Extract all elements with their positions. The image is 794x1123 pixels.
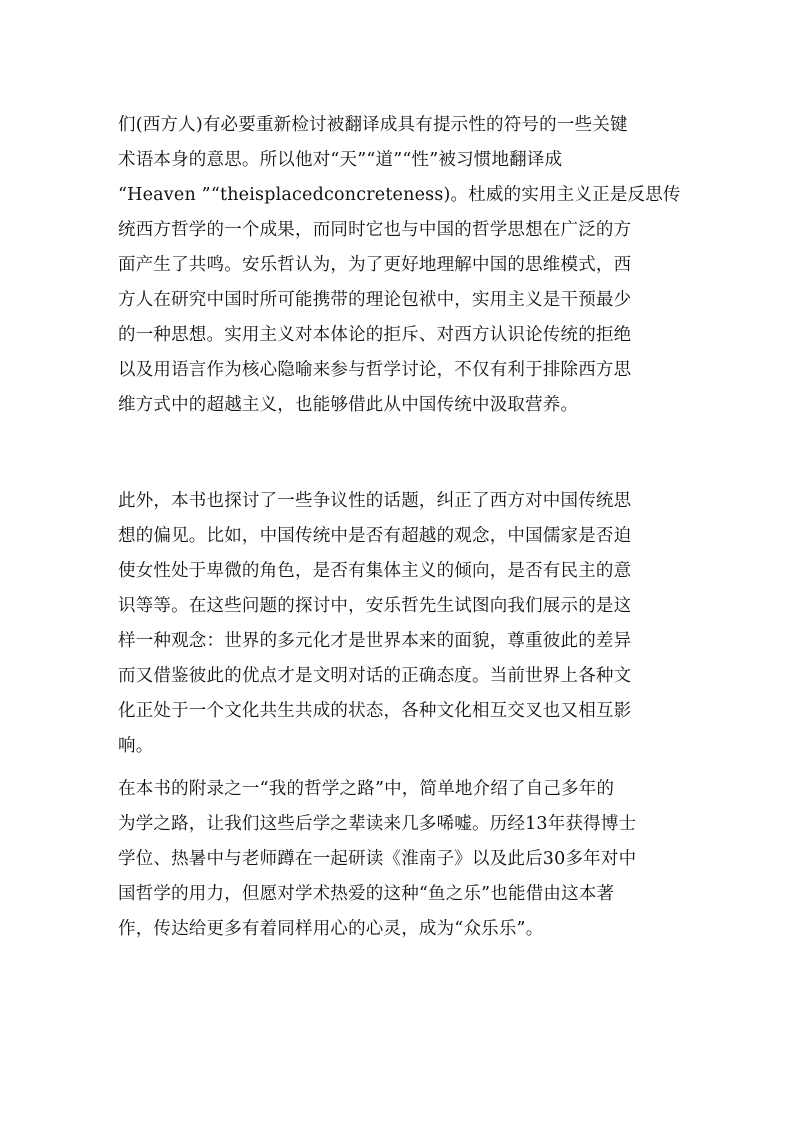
- paragraph-2-line-3: 使女性处于卑微的角色，是否有集体主义的倾向，是否有民主的意: [118, 561, 632, 581]
- paragraph-2-line-7: 化正处于一个文化共生共成的状态，各种文化相互交叉也又相互影: [118, 701, 632, 721]
- paragraph-3-line-1: 在本书的附录之一“我的哲学之路”中，简单地介绍了自己多年的: [118, 779, 615, 799]
- paragraph-1-line-9: 维方式中的超越主义，也能够借此从中国传统中汲取营养。: [118, 395, 579, 415]
- paragraph-1-line-4: 统西方哲学的一个成果，而同时它也与中国的哲学思想在广泛的方: [118, 220, 632, 240]
- paragraph-1-line-3: “Heaven ”“theisplacedconcreteness)。杜威的实用主义正是反思传: [118, 185, 681, 205]
- paragraph-1-line-1: 们(西方人)有必要重新检讨被翻译成具有提示性的符号的一些关键: [118, 115, 628, 135]
- paragraph-2-line-1: 此外，本书也探讨了一些争议性的话题，纠正了西方对中国传统思: [118, 491, 632, 511]
- paragraph-2-line-6: 而又借鉴彼此的优点才是文明对话的正确态度。当前世界上各种文: [118, 666, 632, 686]
- paragraph-1-line-6: 方人在研究中国时所可能携带的理论包袱中，实用主义是干预最少: [118, 290, 632, 310]
- paragraph-3-line-5: 作，传达给更多有着同样用心的心灵，成为“众乐乐”。: [118, 919, 544, 939]
- paragraph-2-line-8: 响。: [118, 736, 154, 756]
- paragraph-1-line-2: 术语本身的意思。所以他对“天”“道”“性”被习惯地翻译成: [118, 150, 563, 170]
- paragraph-1-line-7: 的一种思想。实用主义对本体论的拒斥、对西方认识论传统的拒绝: [118, 325, 632, 345]
- paragraph-2-line-2: 想的偏见。比如，中国传统中是否有超越的观念，中国儒家是否迫: [118, 526, 632, 546]
- paragraph-3-line-2: 为学之路，让我们这些后学之辈读来几多唏嘘。历经13年获得博士: [118, 814, 637, 834]
- paragraph-2-line-5: 样一种观念：世界的多元化才是世界本来的面貌，尊重彼此的差异: [118, 631, 632, 651]
- paragraph-3-line-3: 学位、热暑中与老师蹲在一起研读《淮南子》以及此后30多年对中: [118, 849, 637, 869]
- paragraph-1-line-5: 面产生了共鸣。安乐哲认为，为了更好地理解中国的思维模式，西: [118, 255, 632, 275]
- paragraph-2-line-4: 识等等。在这些问题的探讨中，安乐哲先生试图向我们展示的是这: [118, 596, 632, 616]
- paragraph-1-line-8: 以及用语言作为核心隐喻来参与哲学讨论，不仅有利于排除西方思: [118, 360, 632, 380]
- paragraph-3-line-4: 国哲学的用力，但愿对学术热爱的这种“鱼之乐”也能借由这本著: [118, 884, 615, 904]
